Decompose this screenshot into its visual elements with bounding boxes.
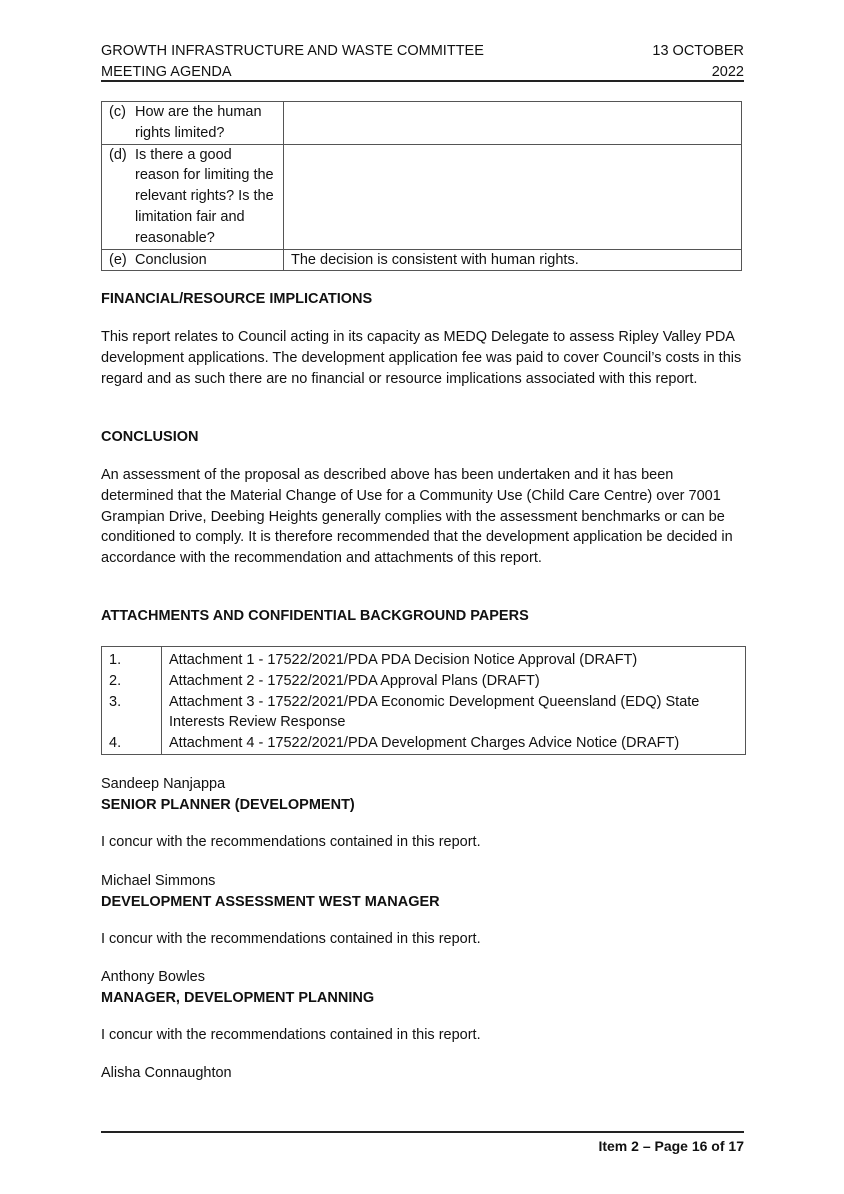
attachment-number: 1.	[102, 647, 162, 671]
meeting-date-year: 2022	[711, 64, 744, 80]
signatory-block	[101, 871, 440, 913]
attachments-heading: ATTACHMENTS AND CONFIDENTIAL BACKGROUND PAPERS	[101, 608, 529, 624]
table-row	[102, 692, 746, 734]
meeting-date-day-month: 13 OCTOBER	[652, 43, 744, 59]
question-text: Conclusion	[135, 251, 207, 268]
concur-statement: I concur with the recommendations contained in this report.	[101, 931, 481, 947]
signatory-name: Anthony Bowles	[101, 969, 205, 985]
answer-cell: The decision is consistent with human rights.	[284, 249, 742, 271]
table-row	[102, 671, 746, 692]
signatory-name: Alisha Connaughton	[101, 1065, 232, 1081]
signatory-role: SENIOR PLANNER (DEVELOPMENT)	[101, 796, 355, 813]
meeting-agenda-label: MEETING AGENDA	[101, 64, 232, 80]
table-row	[102, 144, 742, 249]
question-letter: (c)	[109, 104, 126, 120]
page-number: Item 2 – Page 16 of 17	[598, 1138, 744, 1154]
committee-name: GROWTH INFRASTRUCTURE AND WASTE COMMITTEE	[101, 43, 484, 59]
attachments-table	[101, 646, 746, 755]
table-row	[102, 733, 746, 754]
concur-statement: I concur with the recommendations contained in this report.	[101, 1027, 481, 1043]
attachment-link[interactable]: Attachment 1 - 17522/2021/PDA PDA Decision Notice Approval (DRAFT)	[162, 647, 746, 671]
question-cell	[102, 249, 284, 271]
page-footer	[101, 1131, 744, 1154]
financial-heading: FINANCIAL/RESOURCE IMPLICATIONS	[101, 291, 373, 307]
question-cell	[102, 144, 284, 249]
human-rights-table	[101, 101, 742, 271]
table-row	[102, 647, 746, 671]
signatory-block	[101, 967, 374, 1009]
page-header	[101, 41, 744, 82]
conclusion-body: An assessment of the proposal as described above has been undertaken and it has been determined that the Material Change of Use for a Community Use (Child Care Centre) over 7001 Grampian Drive, Deebing Heights generally complies with the assessment benchmarks or can be conditioned to comply. It is therefore recommended that the development application be decided in accordance with the recommendation and attachments of this report.	[101, 467, 733, 567]
attachment-number: 2.	[102, 671, 162, 692]
conclusion-heading: CONCLUSION	[101, 429, 199, 445]
question-text: Is there a good reason for limiting the relevant rights? Is the limitation fair and reasonable?	[135, 146, 274, 246]
attachment-number: 3.	[102, 692, 162, 734]
signatory-role: DEVELOPMENT ASSESSMENT WEST MANAGER	[101, 893, 440, 910]
committee-title	[101, 41, 484, 83]
table-row	[102, 249, 742, 271]
signatory-role: MANAGER, DEVELOPMENT PLANNING	[101, 989, 375, 1006]
question-letter: (d)	[109, 146, 127, 163]
attachment-link[interactable]: Attachment 2 - 17522/2021/PDA Approval Plans (DRAFT)	[162, 671, 746, 692]
table-row	[102, 102, 742, 145]
concur-statement: I concur with the recommendations contained in this report.	[101, 834, 481, 850]
question-cell	[102, 102, 284, 145]
answer-cell	[284, 102, 742, 145]
financial-body: This report relates to Council acting in its capacity as MEDQ Delegate to assess Ripley Valley PDA development applications. The development application fee was paid to cover Council’s costs in this regard and as such there are no financial or resource implications associated with this report.	[101, 329, 742, 387]
attachment-link[interactable]: Attachment 4 - 17522/2021/PDA Development Charges Advice Notice (DRAFT)	[162, 733, 746, 754]
answer-cell	[284, 144, 742, 249]
attachment-link[interactable]: Attachment 3 - 17522/2021/PDA Economic Development Queensland (EDQ) State Interests Review Response	[162, 692, 746, 734]
signatory-name: Sandeep Nanjappa	[101, 776, 226, 792]
signatory-name: Michael Simmons	[101, 873, 216, 889]
question-text: How are the human rights limited?	[135, 104, 262, 141]
meeting-date	[652, 41, 744, 83]
question-letter: (e)	[109, 251, 127, 268]
signatory-block	[101, 774, 355, 816]
attachment-number: 4.	[102, 733, 162, 754]
